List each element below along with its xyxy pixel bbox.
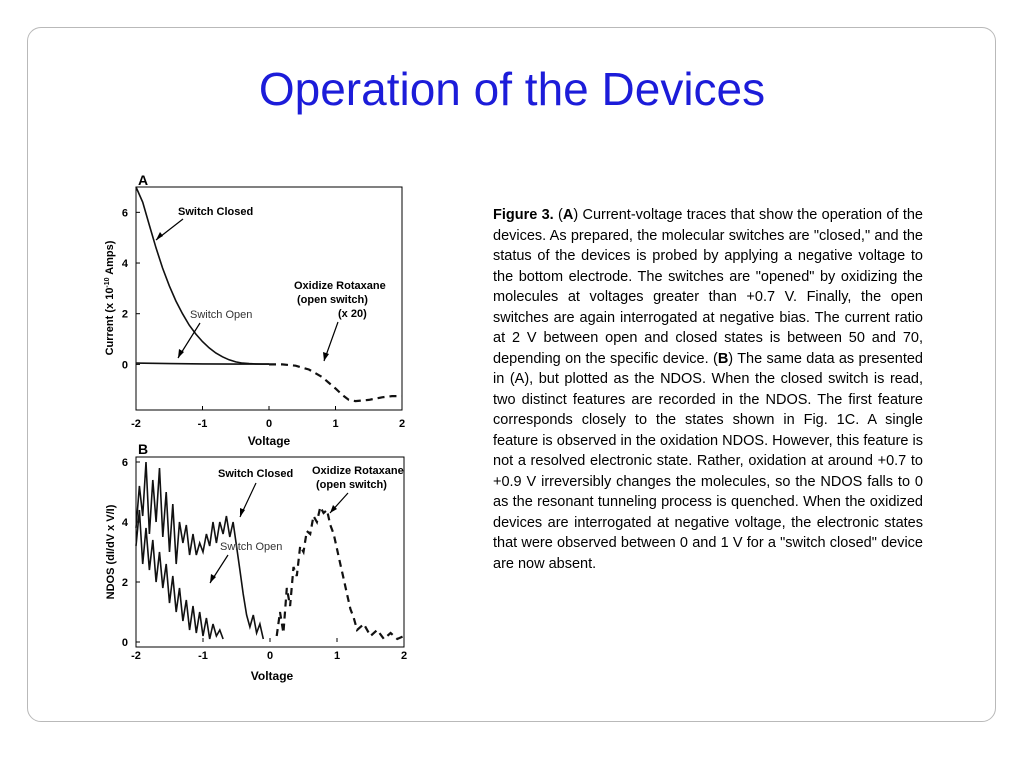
figure-caption bbox=[493, 205, 923, 574]
panel-b-ytick-label: 0 bbox=[121, 637, 128, 649]
panel-b-xtick-label: -2 bbox=[131, 650, 141, 662]
panel-a-series-3-line bbox=[269, 364, 402, 401]
panel-b-ylabel: NDOS (dI/dV x V/I) bbox=[105, 504, 117, 600]
panel-b-annotation-switch-closed: Switch Closed bbox=[218, 468, 294, 480]
panel-a-annotation-oxidize: Oxidize Rotaxane bbox=[294, 280, 386, 292]
caption-label: Figure 3. bbox=[493, 207, 554, 223]
panel-a-ylabel bbox=[104, 240, 116, 355]
panel-b-series-3-line bbox=[277, 507, 404, 639]
panel-a-xtick-label: -1 bbox=[197, 418, 208, 430]
panel-a-chart bbox=[104, 172, 405, 448]
panel-b-ytick-label: 6 bbox=[121, 457, 128, 469]
caption-text-a: ) Current-voltage traces that show the operation of the devices. As prepared, the molecular switches are "closed," and the status of the devices is probed by applying a negative voltage to the bottom electrode. The switches are "opened" by oxidizing the molecules at voltages greater than +0.7 V. Finally, the open switches are again interrogated at negative bias. The current ratio at 2 V between open and closed states is between 50 and 70, depending on the specific device. ( bbox=[493, 207, 923, 367]
panel-a-ylabel-exp: -10 bbox=[104, 277, 111, 288]
panel-b-xlabel: Voltage bbox=[250, 669, 294, 683]
panel-a-xtick-label: -2 bbox=[131, 418, 141, 430]
panel-a-annotation-open-switch: (open switch) bbox=[297, 294, 368, 306]
panel-b-label: B bbox=[138, 441, 149, 457]
panel-a-label: A bbox=[138, 172, 149, 188]
panel-a-xtick-label: 2 bbox=[398, 418, 406, 430]
panel-a-ytick-label: 6 bbox=[121, 207, 128, 220]
panel-b-ytick-label: 2 bbox=[121, 577, 128, 589]
figure-svg bbox=[98, 165, 418, 690]
panel-a-xtick-label: 0 bbox=[265, 418, 273, 430]
caption-panel-a-ref: A bbox=[562, 207, 574, 223]
panel-a-ytick-label: 2 bbox=[121, 308, 128, 321]
panel-b-annotation-switch-open: Switch Open bbox=[220, 541, 283, 553]
panel-a-ytick-label: 0 bbox=[121, 359, 128, 372]
panel-b-xtick-label: 1 bbox=[333, 650, 341, 662]
panel-b-xtick-label: -1 bbox=[198, 650, 208, 662]
panel-a-annotation-switch-open: Switch Open bbox=[190, 309, 253, 321]
panel-b-xtick-label: 0 bbox=[266, 650, 274, 662]
panel-b-annotation-oxidize: Oxidize Rotaxane bbox=[312, 465, 404, 477]
panel-a-arrowhead-closed bbox=[156, 232, 163, 240]
caption-open-a: ( bbox=[553, 207, 563, 223]
panel-a-xtick-label: 1 bbox=[332, 418, 339, 430]
panel-b-annotation-open-switch: (open switch) bbox=[316, 479, 387, 491]
slide-title: Operation of the Devices bbox=[258, 63, 766, 115]
panel-b-ytick-label: 4 bbox=[121, 517, 128, 529]
panel-a-annotation-x20: (x 20) bbox=[338, 308, 367, 320]
panel-a-arrowhead-oxidize bbox=[323, 352, 329, 361]
caption-text-b: ) The same data as presented in (A), but plotted as the NDOS. When the closed switch is read, two distinct features are recorded in the NDOS. The first feature corresponds closely to the states shown in Fig. 1C. A single feature is observed in the oxidation NDOS. However, this feature is not a resolved electronic state. Rather, oxidation at around +0.7 to +0.9 V irreversibly changes the molecules, so the NDOS falls to 0 as the resonant tunneling process is quenched. When the oxidized devices are interrogated at negative voltage, the electronic states that were observed between 0 and 1 V for a "switch closed" device are now absent. bbox=[493, 350, 923, 572]
figure-3 bbox=[98, 165, 418, 690]
panel-a-ylabel-end: Amps) bbox=[104, 240, 116, 278]
panel-b-chart bbox=[105, 441, 407, 683]
panel-a-annotation-switch-closed: Switch Closed bbox=[178, 206, 254, 218]
panel-b-xtick-label: 2 bbox=[400, 650, 408, 662]
panel-a-xlabel: Voltage bbox=[247, 434, 291, 448]
panel-a-ylabel-main: Current (x 10 bbox=[104, 287, 116, 356]
caption-panel-b-ref: B bbox=[717, 350, 729, 367]
panel-a-ytick-label: 4 bbox=[121, 258, 128, 271]
